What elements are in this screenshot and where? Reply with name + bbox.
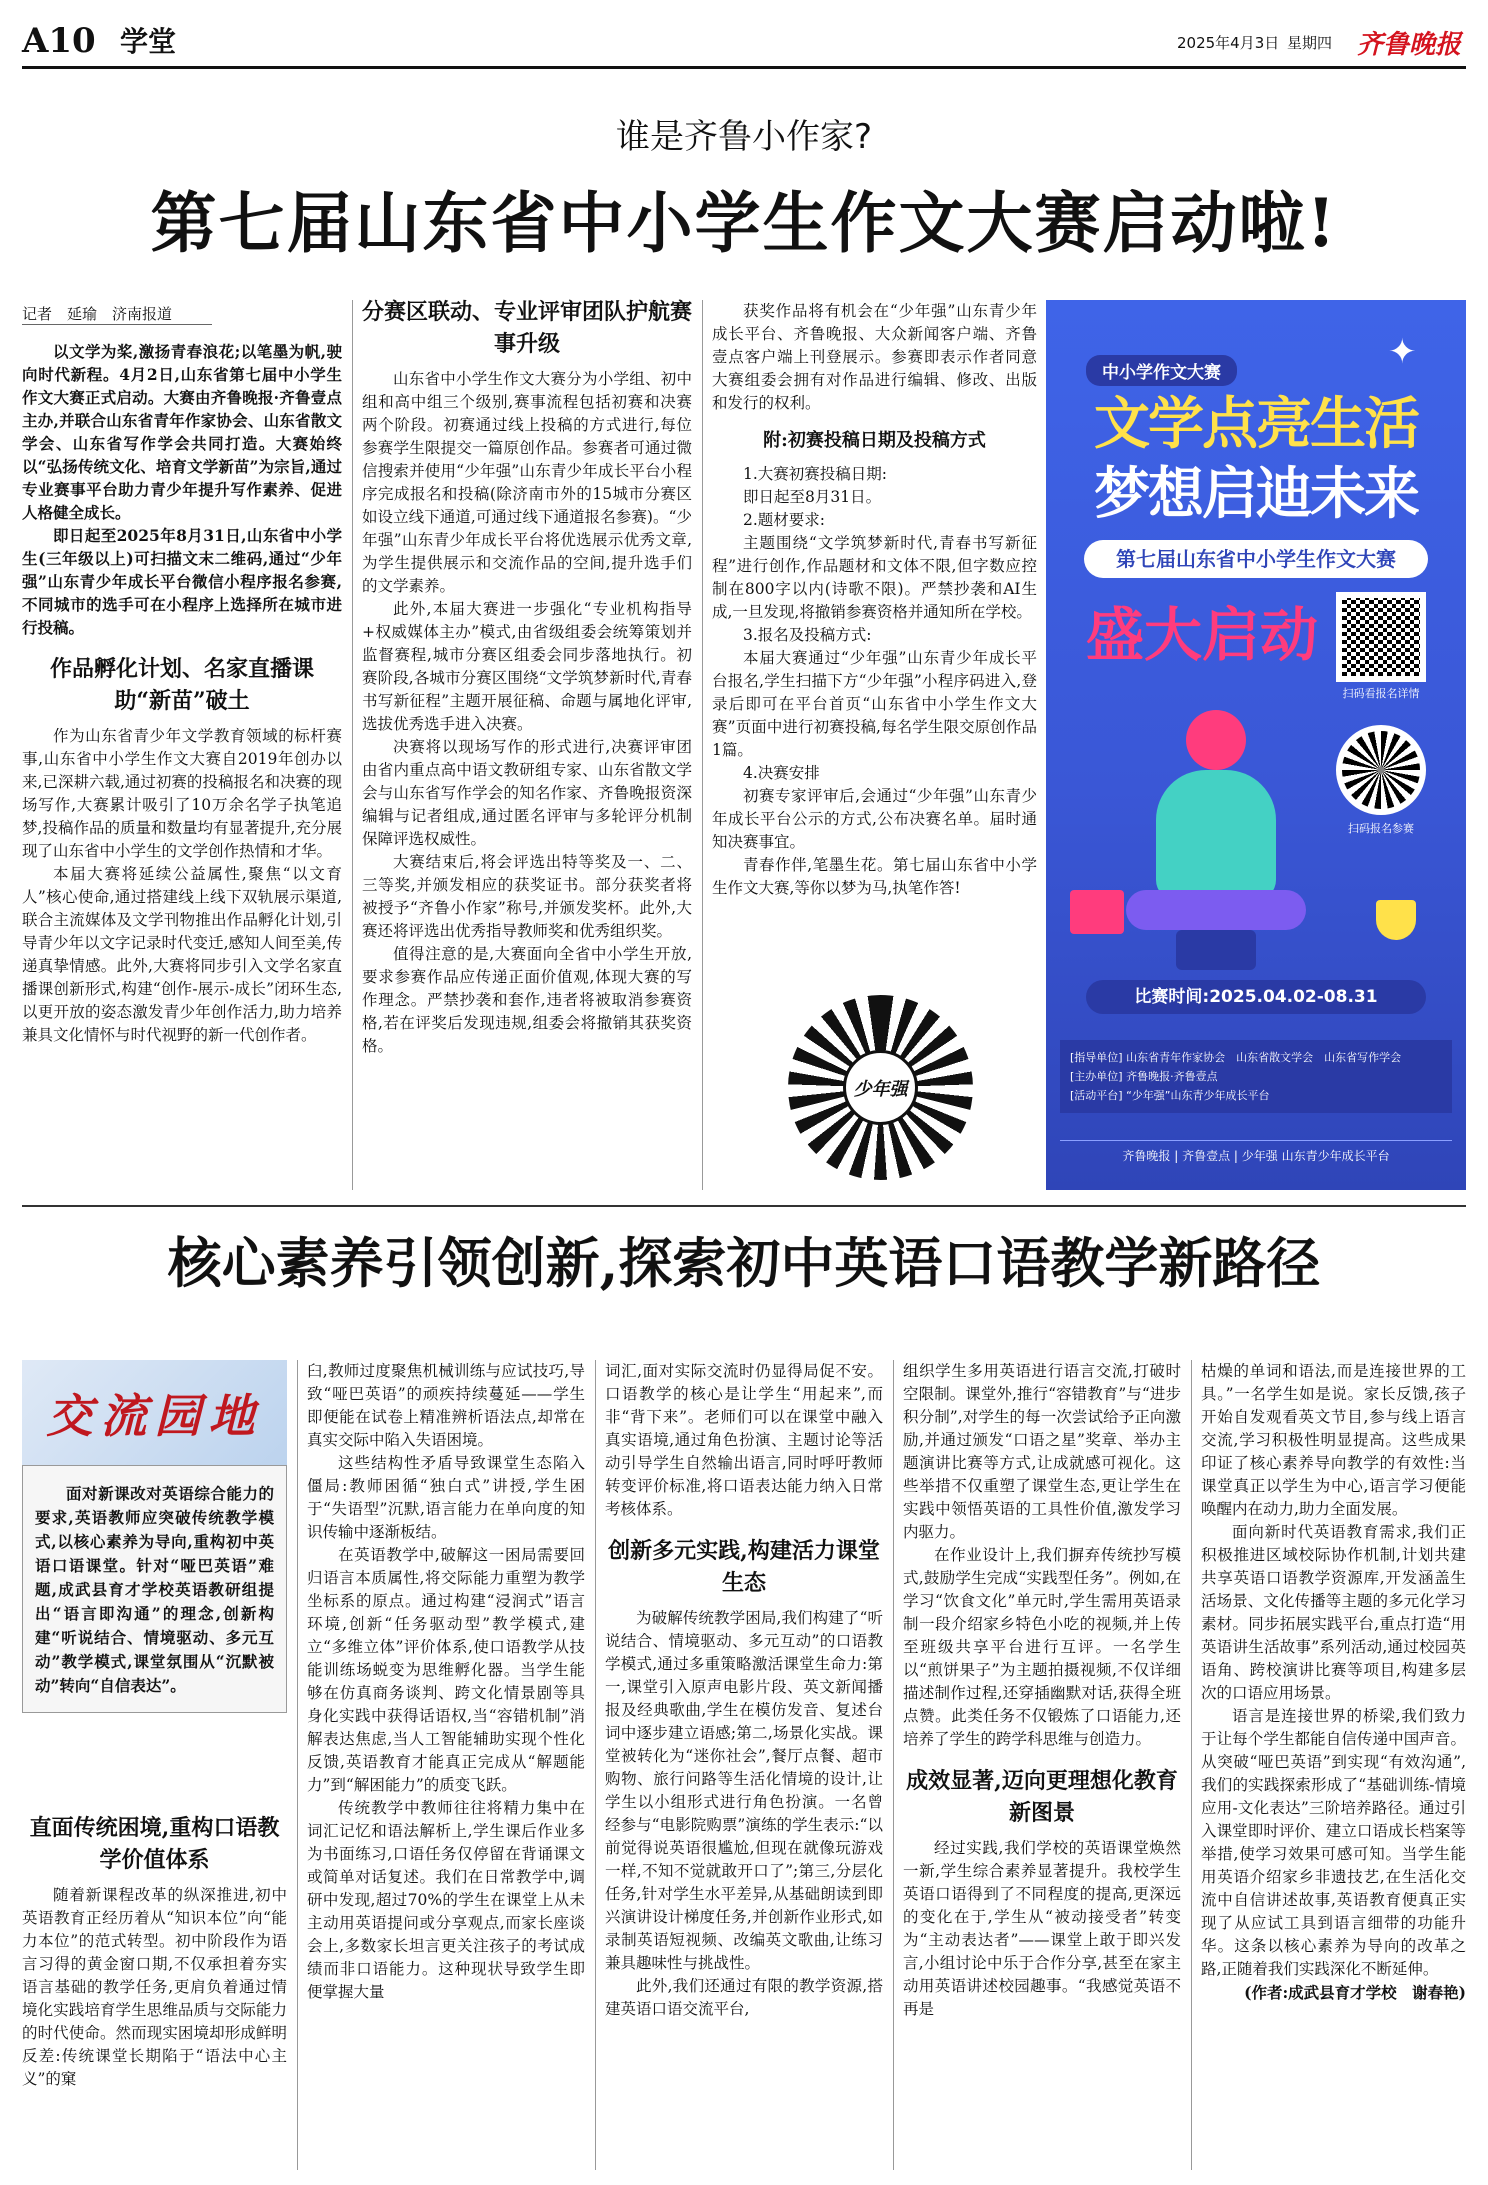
header-rule (22, 66, 1466, 69)
body-paragraph: 经过实践,我们学校的英语课堂焕然一新,学生综合素养显著提升。我校学生英语口语得到了不同程度的提高,更深远的变化在于,学生从“被动接受者”转变为“主动表达者”——课堂上敢于即兴发言,小组讨论中乐于合作分享,甚至在家主动用英语讲述校园趣事。“我感觉英语不再是 (903, 1839, 1181, 2018)
body-paragraph: 山东省中小学生作文大赛分为小学组、初中组和高中组三个级别,赛事流程包括初赛和决赛两个阶段。初赛通过线上投稿的方式进行,每位参赛学生限提交一篇原创作品。参赛者可通过微信搜索并使用“少年强”山东青少年成长平台小程序完成报名和投稿(除济南市外的15城市分赛区如设立线下通道,可通过线下通道报名参赛)。“少年强”山东青少年成长平台将优选展示优秀文章,为学生提供展示和交流作品的空间,提升选手们的文学素养。 (362, 370, 692, 595)
subheading-incubation: 作品孵化计划、名家直播课助“新苗”破土 (49, 656, 314, 714)
subheading-division: 分赛区联动、专业评审团队护航赛事升级 (362, 299, 693, 357)
appendix-item: 本届大赛通过“少年强”山东青少年成长平台报名,学生扫描下方“少年强”小程序码进入,登录后即可在平台首页“山东省中小学生作文大赛”页面中进行初赛投稿,每名学生限交原创作品1篇。 (712, 649, 1037, 759)
article2-lead-box (22, 1465, 287, 1713)
article1-title: 第七届山东省中小学生作文大赛启动啦! (150, 184, 1338, 262)
body-paragraph: 面向新时代英语教育需求,我们正积极推进区域校际协作机制,计划共建共享英语口语教学资源库,开发涵盖生活场景、文化传播等主题的多元化学习素材。同步拓展实践平台,重点打造“用英语讲生活故事”系列活动,通过校园英语角、跨校演讲比赛等项目,构建多层次的口语应用场景。 (1201, 1523, 1466, 1702)
article1-column-2 (362, 296, 692, 1058)
lead-paragraph-2: 即日起至2025年8月31日,山东省中小学生(三年级以上)可扫描文末二维码,通过“少年强”山东青少年成长平台微信小程序报名参赛,不同城市的选手可在小程序上选择所在城市进行投稿。 (22, 526, 342, 637)
body-paragraph: 大赛结束后,将会评选出特等奖及一、二、三等奖,并颁发相应的获奖证书。部分获奖者将被授予“齐鲁小作家”称号,并颁发奖杯。此外,大赛还将评选出优秀指导教师奖和优秀组织奖。 (362, 853, 692, 940)
poster-host: [主办单位] 齐鲁晚报·齐鲁壹点 (1070, 1070, 1218, 1083)
subheading-practice: 创新多元实践,构建活力课堂生态 (608, 1538, 880, 1596)
column-divider (1191, 1360, 1192, 2170)
article1-kicker: 谁是齐鲁小作家? (615, 117, 873, 157)
subheading-results: 成效显著,迈向更理想化教育新图景 (906, 1768, 1178, 1826)
poster-qr-1[interactable] (1336, 592, 1426, 682)
column-divider (595, 1360, 596, 2170)
appendix-item: 即日起至8月31日。 (743, 488, 882, 506)
body-paragraph: 在作业设计上,我们摒弃传统抄写模式,鼓励学生完成“实践型任务”。例如,在学习“饮食文化”单元时,学生需用英语录制一段介绍家乡特色小吃的视频,并上传至班级共享平台进行互评。一名学生以“煎饼果子”为主题拍摄视频,不仅详细描述制作过程,还穿插幽默对话,获得全班点赞。此类任务不仅锻炼了口语能力,还培养了学生的跨学科思维与创造力。 (903, 1546, 1181, 1748)
body-paragraph: 在英语教学中,破解这一困局需要回归语言本质属性,将交际能力重塑为教学坐标系的原点。通过构建“浸润式”语言环境,创新“任务驱动型”教学模式,建立“多维立体”评价体系,使口语教学从技能训练场蜕变为思维孵化器。当学生能够在仿真商务谈判、跨文化情景剧等具身化实践中获得话语权,当“容错机制”消解表达焦虑,当人工智能辅助实现个性化反馈,英语教育才能真正完成从“解题能力”到“解困能力”的质变飞跃。 (307, 1546, 585, 1794)
poster-launch: 盛大启动 (1086, 601, 1319, 669)
body-paragraph: 本届大赛将延续公益属性,聚焦“以文育人”核心使命,通过搭建线上线下双轨展示渠道,联合主流媒体及文学刊物推出作品孵化计划,引导青少年以文字记录时代变迁,感知人间至美,传递真挚情感。此外,大赛将同步引入文学名家直播课创新形式,构建“创作-展示-成长”闭环生态,以更开放的姿态激发青少年创作活力,助力培养兼具文化情怀与时代视野的新一代创作者。 (22, 865, 342, 1044)
appendix-item: 1.大赛初赛投稿日期: (743, 465, 888, 483)
body-paragraph: 臼,教师过度聚焦机械训练与应试技巧,导致“哑巴英语”的顽疾持续蔓延——学生即便能在试卷上精准辨析语法点,却常在真实交际中陷入失语困境。 (307, 1362, 585, 1449)
poster-organizers (1060, 1040, 1452, 1113)
column-divider (297, 1360, 298, 2170)
appendix-item: 4.决赛安排 (743, 764, 820, 782)
column-logo (22, 1360, 287, 1465)
appendix-item: 2.题材要求: (743, 511, 826, 529)
miniprogram-code[interactable] (788, 995, 973, 1180)
body-paragraph: 为破解传统教学困局,我们构建了“听说结合、情境驱动、多元互动”的口语教学模式,通过多重策略激活课堂生命力:第一,课堂引入原声电影片段、英文新闻播报及经典歌曲,学生在模仿发音、复述台词中逐步建立语感;第二,场景化实战。课堂被转化为“迷你社会”,餐厅点餐、超市购物、旅行问路等生活化情境的设计,让学生以小组形式进行角色扮演。一名曾经参与“电影院购票”演练的学生表示:“以前觉得说英语很尴尬,但现在就像玩游戏一样,不知不觉就敢开口了”;第三,分层化任务,针对学生水平差异,从基础朗读到即兴演讲设计梯度任务,并创新作业形式,如录制英语短视频、改编英文歌曲,让练习兼具趣味性与挑战性。 (605, 1609, 883, 1972)
page-number: A10 (22, 21, 96, 61)
column-logo-text: 交流园地 (46, 1388, 263, 1443)
body-paragraph: 决赛将以现场写作的形式进行,决赛评审团由省内重点高中语文教研组专家、山东省散文学会与山东省写作学会的知名作家、齐鲁晚报资深编辑与记者组成,通过匿名评审与多轮评分机制保障评选权威性。 (362, 738, 692, 848)
body-paragraph: 此外,本届大赛进一步强化“专业机构指导+权威媒体主办”模式,由省级组委会统筹策划并监督赛程,城市分赛区组委会同步落地执行。初赛阶段,各城市分赛区围绕“文学筑梦新时代,青春书写新征程”主题开展征稿、命题与属地化评审,选拔优秀选手进入决赛。 (362, 600, 692, 733)
subheading-dilemma: 直面传统困境,重构口语教学价值体系 (29, 1815, 280, 1873)
body-paragraph: 作为山东省青少年文学教育领域的标杆赛事,山东省中小学生作文大赛自2019年创办以来,已深耕六载,通过初赛的投稿报名和决赛的现场写作,大赛累计吸引了10万余名学子执笔追梦,投稿作品的质量和数量均有显著提升,充分展现了山东省中小学生的文学创作热情和才华。 (22, 727, 342, 860)
poster-line2: 梦想启迪未来 (1094, 462, 1418, 527)
miniprogram-code-label: 少年强 (853, 1078, 908, 1100)
body-paragraph: 枯燥的单词和语法,而是连接世界的工具。”一名学生如是说。家长反馈,孩子开始自发观看英文节目,参与线上语言交流,学习积极性明显提高。这些成果印证了核心素养导向教学的有效性:当课堂真正以学生为中心,语言学习便能唤醒内在动力,助力全面发展。 (1201, 1362, 1466, 1518)
body-paragraph: 随着新课程改革的纵深推进,初中英语教育正经历着从“知识本位”向“能力本位”的范式转型。初中阶段作为语言习得的黄金窗口期,不仅承担着夯实语言基础的教学任务,更肩负着通过情境化实践培育学生思维品质与交际能力的时代使命。然而现实困境却形成鲜明反差:传统课堂长期陷于“语法中心主义”的窠 (22, 1886, 287, 2088)
body-paragraph: 词汇,面对实际交流时仍显得局促不安。口语教学的核心是让学生“用起来”,而非“背下来”。老师们可以在课堂中融入真实语境,通过角色扮演、主题讨论等活动引导学生自然输出语言,同时呼吁教师转变评价标准,将口语表达能力纳入日常考核体系。 (605, 1362, 883, 1518)
page-header (22, 22, 1466, 62)
body-paragraph: 语言是连接世界的桥梁,我们致力于让每个学生都能自信传递中国声音。从突破“哑巴英语”到实现“有效沟通”,我们的实践探索形成了“基础训练-情境应用-文化表达”三阶培养路径。通过引入课堂即时评价、建立口语成长档案等举措,使学习效果可感可知。当学生能用英语介绍家乡非遗技艺,在生活化交流中自信讲述故事,英语教育便真正实现了从应试工具到语言细带的功能升华。这条以核心素养为导向的改革之路,正随着我们实践深化不断延伸。 (1201, 1707, 1466, 1978)
reading-figure-illustration (1116, 690, 1316, 980)
appendix-item: 3.报名及投稿方式: (743, 626, 872, 644)
body-paragraph: 传统教学中教师往往将精力集中在词汇记忆和语法解析上,学生课后作业多为书面练习,口语任务仅停留在背诵课文或简单对话复述。我们在日常教学中,调研中发现,超过70%的学生在课堂上从未主动用英语提问或分享观点,而家长座谈会上,多数家长坦言更关注孩子的考试成绩而非口语能力。这种现状导致学生即便掌握大量 (307, 1799, 585, 2001)
poster-footer: 齐鲁晚报 | 齐鲁壹点 | 少年强 山东青少年成长平台 (1060, 1140, 1452, 1171)
appendix-list (712, 463, 1037, 900)
article-divider (22, 1205, 1466, 1207)
section-name: 学堂 (120, 25, 177, 58)
poster-guide: [指导单位] 山东省青年作家协会 山东省散文学会 山东省写作学会 (1070, 1051, 1402, 1064)
qr-code-icon (1342, 598, 1420, 676)
article2-title: 核心素养引领创新,探索初中英语口语教学新路径 (167, 1231, 1321, 1295)
body-paragraph: 此外,我们还通过有限的教学资源,搭建英语口语交流平台, (605, 1977, 883, 2018)
article2-column-3 (605, 1360, 883, 2021)
body-paragraph: 获奖作品将有机会在“少年强”山东青少年成长平台、齐鲁晚报、大众新闻客户端、齐鲁壹点客户端上刊登展示。参赛即表示作者同意大赛组委会拥有对作品进行编辑、修改、出版和发行的权利。 (712, 302, 1037, 412)
trophy-icon (1376, 900, 1416, 940)
column-divider (702, 300, 703, 1190)
poster-qr-2[interactable] (1336, 725, 1426, 815)
issue-date: 2025年4月3日 (1177, 34, 1280, 52)
article2-column-2 (307, 1360, 585, 2004)
article2-column-4 (903, 1360, 1181, 2021)
appendix-item: 青春作伴,笔墨生花。第七届山东省中小学生作文大赛,等你以梦为马,执笔作答! (712, 856, 1037, 897)
contest-poster (1046, 300, 1466, 1190)
lead-paragraph-1: 以文学为桨,激扬青春浪花;以笔墨为帆,驶向时代新程。4月2日,山东省第七届中小学生作文大赛正式启动。大赛由齐鲁晚报·齐鲁壹点主办,并联合山东省青年作家协会、山东省散文学会、山东省写作学会共同打造。大赛始终以“弘扬传统文化、培育文学新苗”为宗旨,通过专业赛事平台助力青少年提升写作素养、促进人格健全成长。 (22, 342, 342, 522)
issue-weekday: 星期四 (1287, 34, 1333, 52)
body-paragraph: 组织学生多用英语进行语言交流,打破时空限制。课堂外,推行“容错教育”与“进步积分制”,对学生的每一次尝试给予正向激励,并通过颁发“口语之星”奖章、举办主题演讲比赛等方式,让成就感可视化。这些举措不仅重塑了课堂生态,更让学生在实践中领悟英语的工具性价值,激发学习内驱力。 (903, 1362, 1181, 1541)
article2-author: (作者:成武县育才学校 谢春艳) (1244, 1983, 1466, 2002)
appendix-title: 附:初赛投稿日期及投稿方式 (763, 430, 986, 451)
column-divider (893, 1360, 894, 2170)
poster-tag: 中小学作文大赛 (1086, 355, 1237, 386)
poster-time: 比赛时间:2025.04.02-08.31 (1086, 980, 1426, 1014)
appendix-item: 主题围绕“文学筑梦新时代,青春书写新征程”进行创作,作品题材和文体不限,但字数应控制在800字以内(诗歌不限)。严禁抄袭和AI生成,一旦发现,将撤销参赛资格并通知所在学校。 (712, 534, 1037, 621)
article2-column-5 (1201, 1360, 1466, 2004)
poster-banner: 第七届山东省中小学生作文大赛 (1084, 540, 1428, 578)
article1-column-1 (22, 340, 342, 1047)
article2-lead: 面对新课改对英语综合能力的要求,英语教师应突破传统教学模式,以核心素养为导向,重构初中英语口语课堂。针对“哑巴英语”难题,成武县育才学校英语教研组提出“语言即沟通”的理念,创新构建“听说结合、情境驱动、多元互动”教学模式,课堂氛围从“沉默被动”转向“自信表达”。 (35, 1484, 274, 1695)
gift-box-icon (1070, 890, 1124, 934)
miniprogram-icon (1342, 731, 1420, 809)
newspaper-logo: 齐鲁晚报 (1357, 30, 1462, 60)
article1-byline: 记者 延瑜 济南报道 (22, 303, 212, 325)
appendix-item: 初赛专家评审后,会通过“少年强”山东青少年成长平台公示的方式,公布决赛名单。届时通知决赛事宜。 (712, 787, 1037, 851)
miniprogram-code-center (843, 1050, 918, 1125)
article1-column-3 (712, 300, 1037, 900)
poster-qr-1-caption: 扫码看报名详情 (1342, 687, 1420, 700)
poster-qr-2-caption: 扫码报名参赛 (1348, 822, 1414, 835)
body-paragraph: 值得注意的是,大赛面向全省中小学生开放,要求参赛作品应传递正面价值观,体现大赛的写作理念。严禁抄袭和套作,违者将被取消参赛资格,若在评奖后发现违规,组委会将撤销其获奖资格。 (362, 945, 692, 1055)
article2-column-1 (22, 1812, 287, 2091)
column-divider (352, 300, 353, 1190)
poster-line1: 文学点亮生活 (1094, 392, 1418, 457)
poster-activity: [活动平台] “少年强”山东青少年成长平台 (1070, 1089, 1270, 1102)
sparkle-icon: ✦ (1388, 332, 1417, 372)
body-paragraph: 这些结构性矛盾导致课堂生态陷入僵局:教师困循“独白式”讲授,学生困于“失语型”沉默,语言能力在单向度的知识传输中逐渐板结。 (307, 1454, 585, 1541)
